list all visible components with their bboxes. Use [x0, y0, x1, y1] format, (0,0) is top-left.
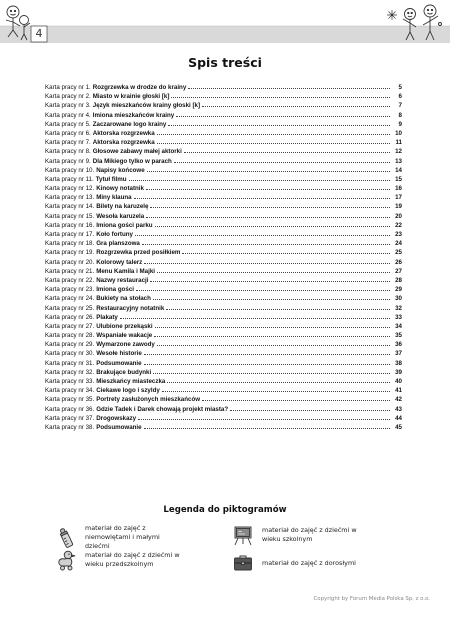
toc-row: [45, 348, 402, 357]
toc-row: [45, 413, 402, 422]
toc-row-title: Kinowy notatnik: [96, 185, 144, 193]
toc-row-prefix: Karta pracy nr 7.: [45, 139, 91, 147]
toc-row-prefix: Karta pracy nr 32.: [45, 368, 95, 376]
toc-row-prefix: Karta pracy nr 37.: [45, 414, 95, 422]
toc-row-prefix: Karta pracy nr 31.: [45, 359, 95, 367]
toc-row: [45, 367, 402, 376]
toc-row-title: Miny klauna: [96, 194, 132, 202]
toc-row-title: Bilety na karuzelę: [96, 203, 149, 211]
toc-row-dot-leader: [120, 312, 390, 319]
toc-row-title: Drogowskazy: [96, 414, 137, 422]
toc-row-dot-leader: [150, 201, 390, 208]
toc-row-prefix: Karta pracy nr 14.: [45, 203, 95, 211]
legend-text: materiał do zajęć z dziećmi w wieku przedszkolnym: [85, 551, 180, 568]
toc-row-prefix: Karta pracy nr 25.: [45, 304, 95, 312]
toc-row-title: Bukiety na stołach: [96, 295, 151, 303]
toc-row-dot-leader: [147, 165, 390, 172]
toc-row: [45, 137, 402, 146]
legend-title: Legenda do piktogramów: [163, 505, 287, 515]
toc-row-page-number: 34: [395, 322, 402, 330]
toc-row-dot-leader: [188, 82, 390, 89]
toc-row: [45, 174, 402, 183]
toc-row-dot-leader: [202, 100, 390, 107]
toc-row-prefix: Karta pracy nr 2.: [45, 93, 91, 101]
toc-row-title: Język mieszkańców krainy głoski [k]: [92, 102, 201, 110]
toc-row: [45, 284, 402, 293]
toc-row-page-number: 14: [395, 166, 402, 174]
toc-row-prefix: Karta pracy nr 13.: [45, 194, 95, 202]
toc-row: [45, 192, 402, 201]
toc-row-title: Restauracyjny notatnik: [96, 304, 165, 312]
toc-row-page-number: 10: [395, 129, 402, 137]
toc-row: [45, 376, 402, 385]
toc-row-dot-leader: [144, 257, 390, 264]
toc-row: [45, 266, 402, 275]
page-header: [0, 0, 450, 52]
toc-row-title: Wesoła karuzela: [96, 212, 145, 220]
toc-row: [45, 82, 402, 91]
toc-row-dot-leader: [155, 220, 390, 227]
toc-row: [45, 394, 402, 403]
toc-row: [45, 422, 402, 431]
toc-row-page-number: 12: [395, 148, 402, 156]
toc-row-page-number: 40: [395, 378, 402, 385]
toc-row: [45, 183, 402, 192]
toc-row-dot-leader: [171, 91, 390, 98]
toc-row-title: Ulubione przekąski: [96, 322, 153, 330]
toc-row-dot-leader: [146, 211, 390, 218]
toc-row-dot-leader: [182, 247, 390, 254]
toc-row-prefix: Karta pracy nr 3.: [45, 102, 91, 110]
legend-text: materiał do zajęć z dziećmi w wieku szkolnym: [262, 526, 357, 543]
toc-row-dot-leader: [138, 413, 390, 420]
toc-row: [45, 257, 402, 266]
toc-row-title: Głosowe zabawy małej aktorki: [92, 148, 182, 156]
toc-row-dot-leader: [135, 229, 390, 236]
toc-row-title: Napisy końcowe: [96, 166, 145, 174]
toc-row-dot-leader: [230, 404, 390, 411]
briefcase-icon: [232, 552, 254, 574]
table-of-contents: [45, 82, 402, 431]
toc-row-title: Portrety zasłużonych mieszkańców: [96, 396, 201, 404]
toc-row-title: Gdzie Tadek i Darek chowają projekt miasta?: [96, 405, 229, 413]
toc-row-title: Imiona gości parku: [96, 221, 153, 229]
toc-row-page-number: 5: [398, 84, 402, 91]
toc-row-prefix: Karta pracy nr 28.: [45, 332, 95, 340]
toc-row-page-number: 23: [395, 231, 402, 238]
toc-row-prefix: Karta pracy nr 23.: [45, 286, 95, 294]
toc-row-dot-leader: [144, 348, 390, 355]
toc-row-page-number: 24: [395, 240, 402, 248]
header-decoration: [0, 0, 450, 52]
toc-row-prefix: Karta pracy nr 26.: [45, 313, 95, 321]
toc-row-page-number: 26: [395, 258, 402, 266]
toc-row-page-number: 8: [398, 111, 402, 119]
legend-item-school: [232, 524, 358, 546]
toc-row-page-number: 11: [395, 139, 402, 147]
toc-row-dot-leader: [144, 358, 390, 365]
toc-row-page-number: 16: [395, 185, 402, 193]
toc-row-title: Rozgrzewka w drodze do krainy: [92, 84, 187, 91]
toc-row-title: Tytuł filmu: [95, 175, 127, 183]
toc-row-dot-leader: [144, 422, 390, 429]
toc-row-prefix: Karta pracy nr 18.: [45, 240, 95, 248]
toc-row-dot-leader: [157, 128, 390, 135]
toc-row: [45, 339, 402, 348]
toc-row-dot-leader: [167, 376, 390, 383]
toc-row-page-number: 41: [395, 387, 402, 395]
baby-bottle-icon: [55, 527, 77, 549]
legend-text: materiał do zajęć z dorosłymi: [262, 558, 356, 567]
toc-row: [45, 312, 402, 321]
toc-row-title: Rozgrzewka przed posiłkiem: [96, 249, 181, 257]
toc-row-page-number: 45: [395, 423, 402, 431]
toc-row-prefix: Karta pracy nr 11.: [45, 175, 94, 183]
toc-row-page-number: 25: [395, 249, 402, 257]
toc-row: [45, 91, 402, 100]
toc-row-dot-leader: [146, 183, 390, 190]
toc-row-page-number: 7: [398, 102, 402, 110]
toc-row: [45, 404, 402, 413]
legend-item-infants: [55, 524, 181, 551]
toc-row-dot-leader: [162, 385, 390, 392]
toc-row-prefix: Karta pracy nr 9.: [45, 157, 91, 165]
legend-text: materiał do zajęć z niemowlętami i małymi dziećmi: [85, 524, 160, 550]
toc-row-page-number: 33: [395, 313, 402, 321]
toc-row-title: Podsumowanie: [96, 423, 142, 431]
toc-row-title: Wymarzone zawody: [96, 341, 155, 349]
toc-row-prefix: Karta pracy nr 15.: [45, 212, 95, 220]
toc-row-page-number: 39: [395, 368, 402, 376]
toc-row: [45, 385, 402, 394]
toc-row-dot-leader: [184, 146, 390, 153]
toc-row: [45, 358, 402, 367]
toc-row: [45, 321, 402, 330]
toc-row-title: Dla Mikiego tylko w parach: [92, 157, 172, 165]
toc-row: [45, 220, 402, 229]
toc-row-dot-leader: [155, 321, 390, 328]
toc-row-page-number: 29: [395, 286, 402, 294]
toc-row-prefix: Karta pracy nr 5.: [45, 120, 91, 128]
toc-row-prefix: Karta pracy nr 10.: [45, 166, 95, 174]
toc-row: [45, 303, 402, 312]
toc-row-dot-leader: [142, 238, 390, 245]
toc-row-dot-leader: [154, 330, 390, 337]
toc-row-dot-leader: [129, 174, 390, 181]
toc-row: [45, 165, 402, 174]
toc-row: [45, 100, 402, 109]
toc-row-title: Plakaty: [96, 313, 118, 321]
toc-row-dot-leader: [134, 192, 390, 199]
toc-row-dot-leader: [157, 266, 390, 273]
legend-item-preschool: [55, 549, 181, 571]
toc-row: [45, 247, 402, 256]
toc-row-title: Aktorska rozgrzewka: [92, 129, 155, 137]
toc-row-page-number: 9: [398, 120, 402, 128]
toc-row-page-number: 37: [395, 350, 402, 358]
toc-row-prefix: Karta pracy nr 36.: [45, 405, 95, 413]
toc-row-prefix: Karta pracy nr 38.: [45, 423, 95, 431]
toc-row-prefix: Karta pracy nr 20.: [45, 258, 95, 266]
toc-row-prefix: Karta pracy nr 19.: [45, 249, 95, 257]
toc-row-prefix: Karta pracy nr 30.: [45, 350, 95, 358]
toc-row-prefix: Karta pracy nr 1.: [45, 84, 91, 91]
toc-row-page-number: 44: [395, 414, 402, 422]
toc-row: [45, 229, 402, 238]
toc-row-title: Wesołe historie: [96, 350, 142, 358]
toc-row-dot-leader: [168, 119, 390, 126]
toc-row-title: Menu Kamila i Majki: [96, 267, 155, 275]
toc-row-page-number: 42: [395, 396, 402, 404]
toc-row-prefix: Karta pracy nr 17.: [45, 231, 95, 238]
toc-row-page-number: 13: [395, 157, 402, 165]
toc-row-title: Gra planszowa: [96, 240, 140, 248]
toc-row-title: Ciekawe logo i szyldy: [96, 387, 160, 395]
toc-row-prefix: Karta pracy nr 24.: [45, 295, 95, 303]
toc-row-page-number: 17: [395, 194, 402, 202]
toc-row: [45, 156, 402, 165]
toc-row-dot-leader: [166, 303, 390, 310]
toc-row-prefix: Karta pracy nr 8.: [45, 148, 91, 156]
toc-row: [45, 119, 402, 128]
toc-row-title: Koło fortuny: [96, 231, 133, 238]
toc-row-title: Brakujące budynki: [96, 368, 152, 376]
toc-row-title: Mieszkańcy miasteczka: [96, 378, 166, 385]
toc-row: [45, 201, 402, 210]
toc-row-dot-leader: [174, 156, 390, 163]
toc-row-prefix: Karta pracy nr 33.: [45, 378, 95, 385]
toc-row-page-number: 6: [398, 93, 402, 101]
toc-row-dot-leader: [202, 394, 390, 401]
toc-row-page-number: 36: [395, 341, 402, 349]
toy-duck-icon: [55, 549, 77, 571]
page-title: Spis treści: [188, 55, 262, 70]
toc-row-prefix: Karta pracy nr 4.: [45, 111, 91, 119]
toc-row-prefix: Karta pracy nr 35.: [45, 396, 95, 404]
toc-row-title: Imiona gości: [96, 286, 135, 294]
toc-row-title: Aktorska rozgrzewka: [92, 139, 155, 147]
copyright-notice: Copyright by Forum Media Polska Sp. z o.o.: [313, 596, 430, 602]
toc-row-title: Wspaniałe wakacje: [96, 332, 153, 340]
toc-row-prefix: Karta pracy nr 27.: [45, 322, 95, 330]
toc-row-title: Kolorowy talerz: [96, 258, 143, 266]
toc-row-prefix: Karta pracy nr 16.: [45, 221, 95, 229]
toc-row-page-number: 27: [395, 267, 402, 275]
toc-row-title: Nazwy restauracji: [96, 276, 149, 284]
toc-row-prefix: Karta pracy nr 34.: [45, 387, 95, 395]
toc-row: [45, 146, 402, 155]
toc-row-prefix: Karta pracy nr 6.: [45, 129, 91, 137]
page-number: 4: [35, 27, 43, 40]
toc-row-dot-leader: [136, 284, 390, 291]
toc-row: [45, 128, 402, 137]
toc-row-page-number: 22: [395, 221, 402, 229]
toc-row-prefix: Karta pracy nr 22.: [45, 276, 95, 284]
toc-row-prefix: Karta pracy nr 29.: [45, 341, 95, 349]
toc-row-prefix: Karta pracy nr 12.: [45, 185, 95, 193]
toc-row: [45, 275, 402, 284]
toc-row-dot-leader: [176, 110, 390, 117]
toc-row-title: Zaczarowane logo krainy: [92, 120, 167, 128]
toc-row-page-number: 15: [395, 175, 402, 183]
toc-row-dot-leader: [153, 293, 390, 300]
toc-row-title: Podsumowanie: [96, 359, 142, 367]
toc-row: [45, 330, 402, 339]
toc-row-prefix: Karta pracy nr 21.: [45, 267, 95, 275]
toc-row-page-number: 28: [395, 276, 402, 284]
toc-row-dot-leader: [157, 137, 390, 144]
toc-row-page-number: 20: [395, 212, 402, 220]
toc-row-title: Imiona mieszkańców krainy: [92, 111, 175, 119]
toc-row: [45, 238, 402, 247]
toc-row-page-number: 35: [395, 332, 402, 340]
toc-row-dot-leader: [157, 339, 390, 346]
toc-row-page-number: 19: [395, 203, 402, 211]
toc-row-page-number: 43: [395, 405, 402, 413]
toc-row-page-number: 38: [395, 359, 402, 367]
school-board-icon: [232, 524, 254, 546]
toc-row-page-number: 32: [395, 304, 402, 312]
toc-row-page-number: 30: [395, 295, 402, 303]
toc-row-title: Miasto w krainie głoski [k]: [92, 93, 170, 101]
toc-row: [45, 211, 402, 220]
toc-row: [45, 110, 402, 119]
toc-row: [45, 293, 402, 302]
toc-row-dot-leader: [153, 367, 390, 374]
toc-row-dot-leader: [150, 275, 390, 282]
legend-item-adults: [232, 552, 358, 574]
